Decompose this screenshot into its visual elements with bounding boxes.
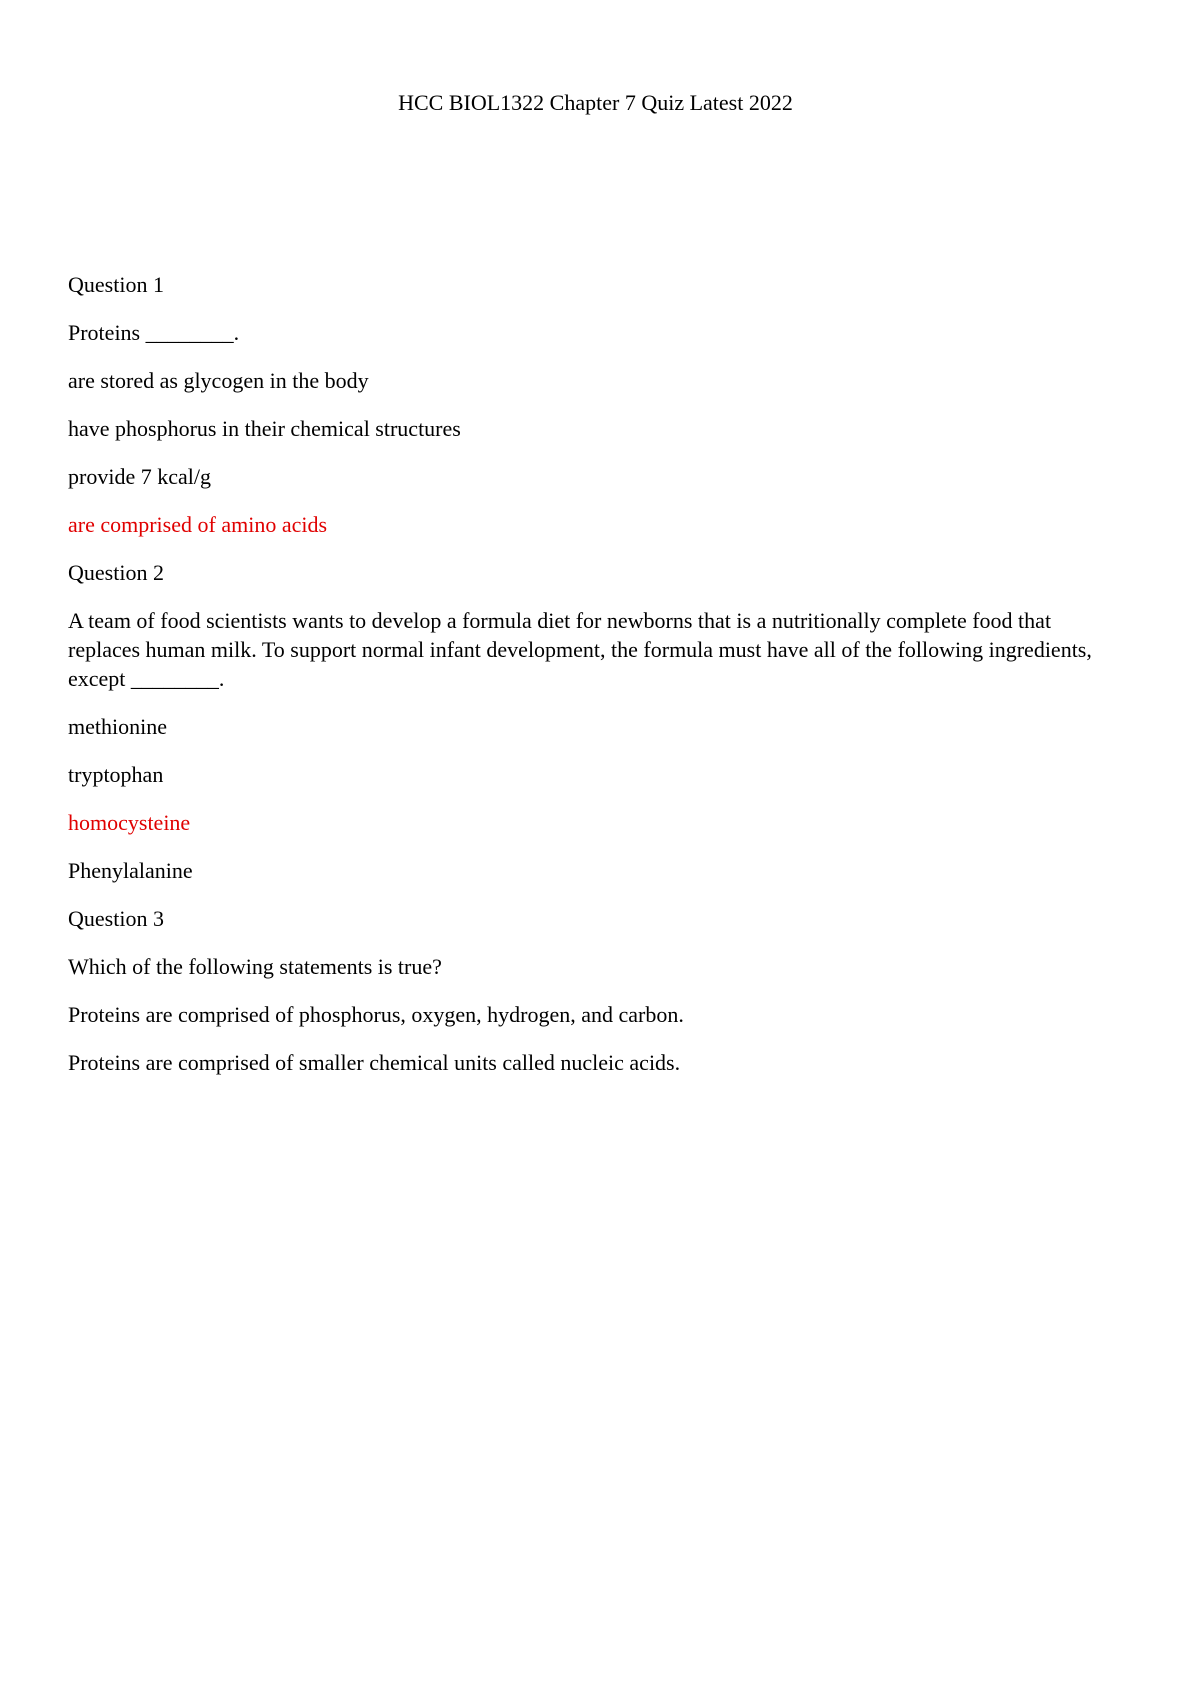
question-1-prompt: Proteins ________. bbox=[68, 320, 240, 345]
question-2-option-d: Phenylalanine bbox=[68, 858, 193, 883]
question-2-prompt: A team of food scientists wants to develop a formula diet for newborns that is a nutritionally complete food that replaces human milk. To support normal infant development, the formula must have all of the following ingredients, except ________. bbox=[68, 608, 1092, 691]
question-3-prompt: Which of the following statements is true? bbox=[68, 954, 442, 979]
question-1-option-d-correct: are comprised of amino acids bbox=[68, 512, 328, 537]
document-title: HCC BIOL1322 Chapter 7 Quiz Latest 2022 bbox=[398, 90, 793, 115]
quiz-content bbox=[68, 270, 1128, 1096]
question-2-option-a: methionine bbox=[68, 714, 167, 739]
question-2-option-b: tryptophan bbox=[68, 762, 164, 787]
question-1-label: Question 1 bbox=[68, 272, 164, 297]
question-3-option-a: Proteins are comprised of phosphorus, oxygen, hydrogen, and carbon. bbox=[68, 1002, 684, 1027]
question-1-option-a: are stored as glycogen in the body bbox=[68, 368, 369, 393]
question-1-option-b: have phosphorus in their chemical structures bbox=[68, 416, 461, 441]
question-3-label: Question 3 bbox=[68, 906, 164, 931]
question-3-option-b: Proteins are comprised of smaller chemical units called nucleic acids. bbox=[68, 1050, 681, 1075]
question-2-option-c-correct: homocysteine bbox=[68, 810, 191, 835]
question-2-label: Question 2 bbox=[68, 560, 164, 585]
question-1-option-c: provide 7 kcal/g bbox=[68, 464, 211, 489]
